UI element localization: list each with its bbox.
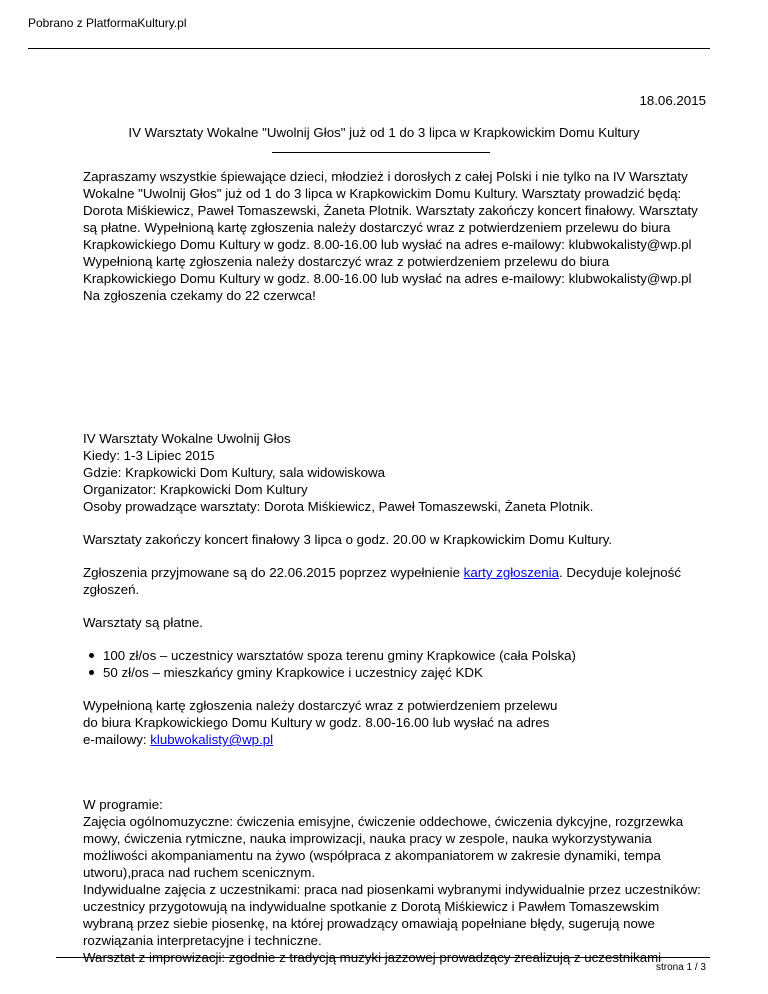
program-individual: Indywidualne zajęcia z uczestnikami: praca nad piosenkami wybranymi indywidualnie przez uczestników: uczestnicy przygotowują na indywidualne spotkanie z Dorotą Miśkiewicz i Pawłem Tomaszewskim wybraną przez siebie piosenkę, na której prowadzący omawiają popełniane błędy, sugerują nowe rozwiązania interpretacyjne i techniczne. — [83, 882, 701, 948]
delivery-line: Wypełnioną kartę zgłoszenia należy dostarczyć wraz z potwierdzeniem przelewu — [83, 698, 558, 713]
program-heading: W programie: — [83, 797, 163, 812]
delivery-line: e-mailowy: — [83, 732, 151, 747]
article-date: 18.06.2015 — [639, 93, 706, 108]
fee-item: 50 zł/os – mieszkańcy gminy Krapkowice i uczestnicy zajęć KDK — [103, 664, 703, 681]
intro-paragraph: Zapraszamy wszystkie śpiewające dzieci, młodzież i dorosłych z całej Polski i nie tylko na IV Warsztaty Wokalne "Uwolnij Głos" już od 1 do 3 lipca w Krapkowickim Domu Kultury. Warsztaty prowadzić będą: Dorota Miśkiewicz, Paweł Tomaszewski, Żaneta Plotnik. Warsztaty zakończy koncert finałowy. Warsztaty są płatne. Wypełnioną kartę zgłoszenia należy dostarczyć wraz z potwierdzeniem przelewu do biura Krapkowickiego Domu Kultury w godz. 8.00-16.00 lub wysłać na adres e-mailowy: klubwokalisty@wp.pl Wypełnioną kartę zgłoszenia należy dostarczyć wraz z potwierdzeniem przelewu do biura Krapkowickiego Domu Kultury w godz. 8.00-16.00 lub wysłać na adres e-mailowy: klubwokalisty@wp.pl Na zgłoszenia czekamy do 22 czerwca! — [83, 169, 698, 303]
email-link[interactable]: klubwokalisty@wp.pl — [150, 732, 274, 747]
program-section — [83, 796, 703, 966]
footer-divider — [56, 957, 710, 958]
page-number: strona 1 / 3 — [655, 962, 706, 973]
concert-paragraph: Warsztaty zakończy koncert finałowy 3 lipca o godz. 20.00 w Krapkowickim Domu Kultury. — [83, 532, 613, 547]
delivery-line: do biura Krapkowickiego Domu Kultury w godz. 8.00-16.00 lub wysłać na adres — [83, 715, 550, 730]
registration-text-after: . Decyduje kolejność zgłoszeń. — [83, 565, 681, 597]
paid-paragraph: Warsztaty są płatne. — [83, 615, 203, 630]
event-leaders: Osoby prowadzące warsztaty: Dorota Miśkiewicz, Paweł Tomaszewski, Żaneta Plotnik. — [83, 499, 594, 514]
fee-list — [83, 647, 703, 681]
article-body — [83, 168, 703, 966]
event-when: Kiedy: 1-3 Lipiec 2015 — [83, 448, 215, 463]
event-where: Gdzie: Krapkowicki Dom Kultury, sala widowiskowa — [83, 465, 385, 480]
registration-form-link[interactable]: karty zgłoszenia — [463, 565, 560, 580]
title-divider — [272, 152, 490, 153]
download-source: Pobrano z PlatformaKultury.pl — [28, 16, 187, 30]
delivery-paragraph — [83, 697, 703, 748]
fee-item: 100 zł/os – uczestnicy warsztatów spoza terenu gminy Krapkowice (cała Polska) — [103, 647, 703, 664]
registration-paragraph — [83, 564, 703, 598]
event-organizer: Organizator: Krapkowicki Dom Kultury — [83, 482, 308, 497]
header-divider — [28, 48, 710, 49]
program-general: Zajęcia ogólnomuzyczne: ćwiczenia emisyjne, ćwiczenie oddechowe, ćwiczenia dykcyjne, rozgrzewka mowy, ćwiczenia rytmiczne, nauka improwizacji, nauka pracy w zespole, nauka wykorzystywania możliwości akompaniamentu na żywo (współpraca z akompaniatorem w zakresie dynamiki, tempa utworu),praca nad ruchem scenicznym. — [83, 814, 684, 880]
registration-text-before: Zgłoszenia przyjmowane są do 22.06.2015 poprzez wypełnienie — [83, 565, 464, 580]
event-info — [83, 430, 703, 515]
program-improv: Warsztat z improwizacji: zgodnie z tradycją muzyki jazzowej prowadzący zrealizują z uczestnikami — [83, 950, 662, 965]
event-name: IV Warsztaty Wokalne Uwolnij Głos — [83, 431, 291, 446]
article-title: IV Warsztaty Wokalne "Uwolnij Głos" już od 1 do 3 lipca w Krapkowickim Domu Kultury — [128, 125, 640, 140]
